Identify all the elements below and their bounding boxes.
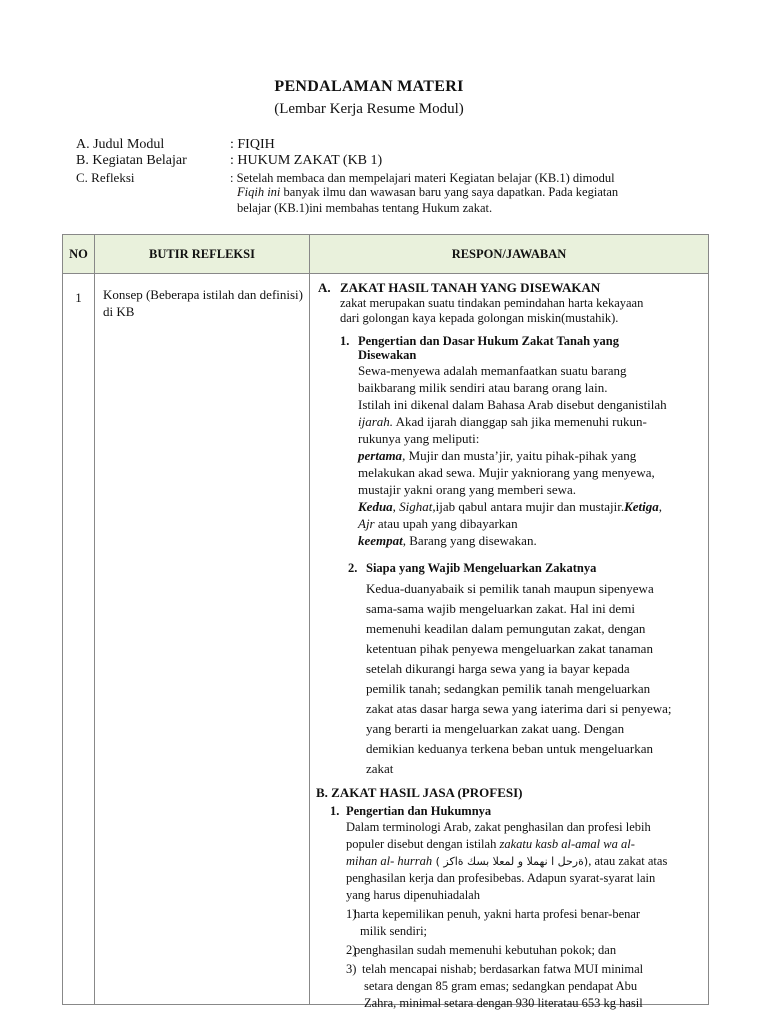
refleksi-line: belajar (KB.1)ini membahas tentang Hukum zakat. [237, 201, 493, 215]
row-response [310, 274, 709, 1010]
a1-line [316, 532, 704, 549]
table-header-row [63, 235, 709, 274]
subsection-number: 2. [348, 561, 358, 575]
a1-line [316, 413, 704, 430]
a1-bold: keempat [358, 533, 403, 548]
b1-line: penghasilan kerja dan profesibebas. Adapun syarat-syarat lain [346, 871, 656, 885]
a2-line: pemilik tanah; sedangkan pemilik tanah mengeluarkan [366, 681, 651, 696]
a1-text: , [658, 499, 663, 514]
list-line: milik sendiri; [360, 924, 428, 938]
header-respon: RESPON/JAWABAN [310, 235, 709, 274]
list-number: 3) [346, 962, 357, 976]
a2-line: memenuhi keadilan dalam pemungutan zakat, dengan [366, 621, 646, 636]
meta-label: C. Refleksi [76, 170, 135, 185]
refleksi-text [237, 183, 677, 216]
b1-list-item [316, 942, 704, 959]
section-b-heading: B. ZAKAT HASIL JASA (PROFESI) [316, 785, 523, 800]
a1-line [316, 498, 704, 515]
page-title: PENDALAMAN MATERI [274, 78, 464, 95]
meta-label: B. Kegiatan Belajar [76, 153, 187, 168]
row-number: 1 [63, 274, 95, 1005]
a2-line: setelah dikurangi harga sewa yang ia bayar kepada [366, 661, 630, 676]
subsection-b1-heading [316, 804, 704, 819]
list-number: 2) [346, 943, 357, 957]
subsection-title: Siapa yang Wajib Mengeluarkan Zakatnya [366, 561, 597, 575]
page-subtitle: (Lembar Kerja Resume Modul) [274, 101, 464, 117]
a2-line: zakat [366, 761, 394, 776]
subsection-number: 1. [340, 334, 350, 348]
subsection-title: Pengertian dan Hukumnya [346, 804, 492, 818]
section-a-line: zakat merupakan suatu tindakan pemindahan harta kekayaan [340, 296, 644, 310]
subsection-title: Disewakan [358, 348, 417, 362]
a2-line: zakat atas dasar harga sewa yang iaterima dari si penyewa; [366, 701, 672, 716]
meta-value: : HUKUM ZAKAT (KB 1) [230, 153, 383, 168]
section-title: ZAKAT HASIL TANAH YANG DISEWAKAN [340, 280, 601, 295]
a1-line: mustajir yakni orang yang memberi sewa. [358, 482, 577, 497]
subsection-number: 1. [330, 804, 340, 818]
a1-text: ,ijab qabul antara mujir dan mustajir. [432, 499, 625, 514]
a2-line: yang berarti ia mengeluarkan zakat uang. Dengan [366, 721, 625, 736]
reflection-table [62, 234, 709, 1010]
a1-italic: Ajr [358, 516, 375, 531]
a1-italic: Sighat [399, 499, 433, 514]
b1-italic: mihan al- hurrah [346, 854, 433, 868]
meta-label: A. Judul Modul [76, 137, 165, 152]
b1-italic: zakatu kasb al-amal wa al- [499, 837, 635, 851]
list-line: Zahra, minimal setara dengan 930 literatau 653 kg hasil [364, 996, 643, 1010]
b1-list-item [316, 906, 704, 940]
a2-line: demikian keduanya terkena beban untuk mengeluarkan [366, 741, 653, 756]
a1-line: melakukan akad sewa. Mujir yakniorang yang menyewa, [358, 465, 655, 480]
a1-line: Sewa-menyewa adalah memanfaatkan suatu barang [358, 363, 627, 378]
subsection-a2-heading [316, 561, 704, 575]
table-row [63, 274, 709, 1005]
a1-italic: ijarah. [358, 414, 394, 429]
a1-text: , Barang yang disewakan. [402, 533, 537, 548]
list-line: penghasilan sudah memenuhi kebutuhan pokok; dan [354, 943, 617, 957]
b1-text: populer disebut dengan istilah [346, 837, 500, 851]
a1-line: baikbarang milik sendiri atau barang orang lain. [358, 380, 608, 395]
a1-bold: pertama [358, 448, 403, 463]
subsection-a1-heading [316, 334, 704, 362]
a2-line: Kedua-duanyabaik si pemilik tanah maupun sipenyewa [366, 581, 654, 596]
section-letter: A. [318, 280, 331, 295]
refleksi-line: banyak ilmu dan wawasan baru yang saya dapatkan. Pada kegiatan [280, 185, 619, 199]
list-number: 1) [346, 907, 357, 921]
b1-line: yang harus dipenuhiadalah [346, 888, 480, 902]
refleksi-italic: Fiqih ini [237, 185, 281, 199]
a1-line [316, 515, 704, 532]
subsection-title: Pengertian dan Dasar Hukum Zakat Tanah yang [358, 334, 619, 348]
b1-arabic: ( ةرحل ا نهملا و لمعلا بسك ةاكز) [432, 855, 589, 868]
a2-line: sama-sama wajib mengeluarkan zakat. Hal ini demi [366, 601, 635, 616]
a2-line: ketentuan pihak penyewa mengeluarkan zakat tanaman [366, 641, 653, 656]
a1-line [316, 447, 704, 464]
a1-text: atau upah yang dibayarkan [374, 516, 518, 531]
section-a-heading [316, 280, 704, 296]
a1-text: Akad ijarah dianggap sah jika memenuhi rukun- [393, 414, 647, 429]
b1-list-item [316, 961, 704, 1012]
meta-value: : Setelah membaca dan mempelajari materi Kegiatan belajar (KB.1) dimodul [230, 171, 615, 185]
row-butir: Konsep (Beberapa istilah dan definisi) di KB [95, 274, 310, 1005]
a1-text: , Mujir dan musta’jir, yaitu pihak-pihak yang [402, 448, 637, 463]
b1-line [316, 853, 704, 870]
meta-value: : FIQIH [230, 137, 275, 152]
list-line: setara dengan 85 gram emas; sedangkan pendapat Abu [364, 979, 638, 993]
list-line: harta kepemilikan penuh, yakni harta profesi benar-benar [354, 907, 641, 921]
section-a-line: dari golongan kaya kepada golongan miskin(mustahik). [340, 311, 619, 325]
a1-bold: Ketiga [624, 499, 659, 514]
list-line: telah mencapai nishab; berdasarkan fatwa MUI minimal [362, 962, 644, 976]
b1-line [316, 836, 704, 853]
a1-text: , [392, 499, 400, 514]
header-butir: BUTIR REFLEKSI [95, 235, 310, 274]
a1-bold: Kedua [358, 499, 393, 514]
a1-line: Istilah ini dikenal dalam Bahasa Arab disebut denganistilah [358, 397, 667, 412]
b1-line: Dalam terminologi Arab, zakat penghasilan dan profesi lebih [346, 820, 651, 834]
b1-text: , atau zakat atas [588, 854, 668, 868]
header-no: NO [63, 235, 95, 274]
a1-line: rukunya yang meliputi: [358, 431, 480, 446]
